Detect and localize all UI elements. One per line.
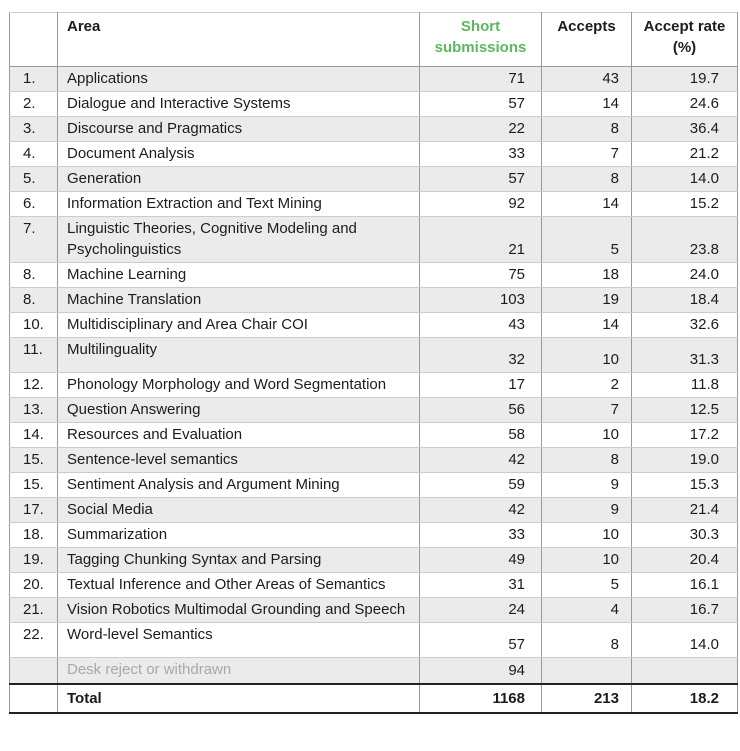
rank-cell: 8. xyxy=(10,288,58,313)
accept-rate-cell: 20.4 xyxy=(632,548,738,573)
accepts-cell: 5 xyxy=(542,573,632,598)
accept-rate-cell: 16.7 xyxy=(632,598,738,623)
short-submissions-cell: 94 xyxy=(420,658,542,685)
accepts-cell: 18 xyxy=(542,263,632,288)
rank-cell xyxy=(10,684,58,713)
area-cell: Total xyxy=(58,684,420,713)
table-body xyxy=(10,67,738,714)
short-submissions-cell: 75 xyxy=(420,263,542,288)
accepts-cell: 19 xyxy=(542,288,632,313)
rank-cell: 14. xyxy=(10,423,58,448)
accept-rate-cell: 31.3 xyxy=(632,338,738,373)
short-submissions-cell: 1168 xyxy=(420,684,542,713)
table-row xyxy=(10,423,738,448)
accept-rate-cell: 21.2 xyxy=(632,142,738,167)
submissions-table-container xyxy=(9,12,737,714)
accepts-cell: 9 xyxy=(542,498,632,523)
accept-rate-cell: 23.8 xyxy=(632,217,738,263)
table-row xyxy=(10,373,738,398)
short-submissions-cell: 24 xyxy=(420,598,542,623)
table-row xyxy=(10,548,738,573)
accepts-cell: 14 xyxy=(542,192,632,217)
table-row xyxy=(10,338,738,373)
area-cell: Phonology Morphology and Word Segmentation xyxy=(58,373,420,398)
rank-cell: 4. xyxy=(10,142,58,167)
table-row xyxy=(10,263,738,288)
area-cell: Document Analysis xyxy=(58,142,420,167)
table-row xyxy=(10,573,738,598)
table-row xyxy=(10,67,738,92)
area-cell: Vision Robotics Multimodal Grounding and Speech xyxy=(58,598,420,623)
rank-cell: 13. xyxy=(10,398,58,423)
area-cell: Machine Learning xyxy=(58,263,420,288)
table-row xyxy=(10,398,738,423)
rank-cell: 15. xyxy=(10,448,58,473)
short-submissions-cell: 32 xyxy=(420,338,542,373)
area-cell: Textual Inference and Other Areas of Semantics xyxy=(58,573,420,598)
short-submissions-cell: 71 xyxy=(420,67,542,92)
table-row xyxy=(10,117,738,142)
rank-cell: 19. xyxy=(10,548,58,573)
accepts-cell: 2 xyxy=(542,373,632,398)
col-header-short-submissions: Short submissions xyxy=(420,13,542,67)
area-cell: Social Media xyxy=(58,498,420,523)
table-row xyxy=(10,142,738,167)
accepts-cell xyxy=(542,658,632,685)
rank-cell: 1. xyxy=(10,67,58,92)
accepts-cell: 14 xyxy=(542,92,632,117)
rank-cell: 21. xyxy=(10,598,58,623)
area-cell: Sentence-level semantics xyxy=(58,448,420,473)
table-row xyxy=(10,192,738,217)
rank-cell: 8. xyxy=(10,263,58,288)
table-row xyxy=(10,623,738,658)
accepts-cell: 4 xyxy=(542,598,632,623)
table-row xyxy=(10,598,738,623)
accepts-cell: 10 xyxy=(542,548,632,573)
accepts-cell: 7 xyxy=(542,142,632,167)
area-cell: Applications xyxy=(58,67,420,92)
accept-rate-cell: 16.1 xyxy=(632,573,738,598)
area-cell: Sentiment Analysis and Argument Mining xyxy=(58,473,420,498)
accepts-cell: 8 xyxy=(542,117,632,142)
accept-rate-cell: 24.0 xyxy=(632,263,738,288)
short-submissions-cell: 22 xyxy=(420,117,542,142)
accept-rate-cell: 14.0 xyxy=(632,623,738,658)
rank-cell: 6. xyxy=(10,192,58,217)
accept-rate-cell: 19.7 xyxy=(632,67,738,92)
accepts-cell: 10 xyxy=(542,523,632,548)
rank-cell: 5. xyxy=(10,167,58,192)
table-row xyxy=(10,217,738,263)
total-row xyxy=(10,684,738,713)
accepts-cell: 43 xyxy=(542,67,632,92)
table-header xyxy=(10,13,738,67)
area-cell: Linguistic Theories, Cognitive Modeling and Psycholinguistics xyxy=(58,217,420,263)
area-cell: Dialogue and Interactive Systems xyxy=(58,92,420,117)
header-row xyxy=(10,13,738,67)
short-submissions-cell: 103 xyxy=(420,288,542,313)
area-cell: Summarization xyxy=(58,523,420,548)
table-row xyxy=(10,473,738,498)
rank-cell: 12. xyxy=(10,373,58,398)
col-header-rank xyxy=(10,13,58,67)
rank-cell: 2. xyxy=(10,92,58,117)
rank-cell: 3. xyxy=(10,117,58,142)
short-submissions-cell: 42 xyxy=(420,448,542,473)
accepts-cell: 9 xyxy=(542,473,632,498)
area-cell: Multidisciplinary and Area Chair COI xyxy=(58,313,420,338)
table-row xyxy=(10,498,738,523)
short-submissions-cell: 33 xyxy=(420,142,542,167)
short-submissions-cell: 57 xyxy=(420,92,542,117)
table-row xyxy=(10,448,738,473)
accept-rate-cell: 24.6 xyxy=(632,92,738,117)
rank-cell xyxy=(10,658,58,685)
accepts-cell: 10 xyxy=(542,338,632,373)
accepts-cell: 213 xyxy=(542,684,632,713)
rank-cell: 15. xyxy=(10,473,58,498)
short-submissions-cell: 33 xyxy=(420,523,542,548)
accepts-cell: 7 xyxy=(542,398,632,423)
short-submissions-cell: 17 xyxy=(420,373,542,398)
rank-cell: 18. xyxy=(10,523,58,548)
accept-rate-cell: 11.8 xyxy=(632,373,738,398)
short-submissions-cell: 92 xyxy=(420,192,542,217)
rank-cell: 17. xyxy=(10,498,58,523)
accept-rate-cell: 21.4 xyxy=(632,498,738,523)
accept-rate-cell: 15.3 xyxy=(632,473,738,498)
rank-cell: 20. xyxy=(10,573,58,598)
rank-cell: 11. xyxy=(10,338,58,373)
accepts-cell: 5 xyxy=(542,217,632,263)
area-cell: Multilinguality xyxy=(58,338,420,373)
col-header-accepts: Accepts xyxy=(542,13,632,67)
table-row xyxy=(10,313,738,338)
table-row xyxy=(10,92,738,117)
accepts-cell: 8 xyxy=(542,448,632,473)
short-submissions-cell: 57 xyxy=(420,623,542,658)
submissions-table xyxy=(9,12,738,714)
table-row xyxy=(10,167,738,192)
accept-rate-cell: 36.4 xyxy=(632,117,738,142)
area-cell: Discourse and Pragmatics xyxy=(58,117,420,142)
table-row xyxy=(10,288,738,313)
area-cell: Desk reject or withdrawn xyxy=(58,658,420,685)
table-row xyxy=(10,523,738,548)
accept-rate-cell xyxy=(632,658,738,685)
area-cell: Resources and Evaluation xyxy=(58,423,420,448)
rank-cell: 7. xyxy=(10,217,58,263)
table-row xyxy=(10,658,738,685)
area-cell: Word-level Semantics xyxy=(58,623,420,658)
accept-rate-cell: 18.2 xyxy=(632,684,738,713)
accepts-cell: 14 xyxy=(542,313,632,338)
accepts-cell: 8 xyxy=(542,167,632,192)
short-submissions-cell: 21 xyxy=(420,217,542,263)
short-submissions-cell: 56 xyxy=(420,398,542,423)
short-submissions-cell: 58 xyxy=(420,423,542,448)
rank-cell: 22. xyxy=(10,623,58,658)
accept-rate-cell: 18.4 xyxy=(632,288,738,313)
short-submissions-cell: 43 xyxy=(420,313,542,338)
accept-rate-cell: 12.5 xyxy=(632,398,738,423)
accept-rate-cell: 15.2 xyxy=(632,192,738,217)
area-cell: Information Extraction and Text Mining xyxy=(58,192,420,217)
col-header-accept-rate: Accept rate (%) xyxy=(632,13,738,67)
accepts-cell: 10 xyxy=(542,423,632,448)
accept-rate-cell: 19.0 xyxy=(632,448,738,473)
rank-cell: 10. xyxy=(10,313,58,338)
accepts-cell: 8 xyxy=(542,623,632,658)
accept-rate-cell: 30.3 xyxy=(632,523,738,548)
area-cell: Question Answering xyxy=(58,398,420,423)
short-submissions-cell: 59 xyxy=(420,473,542,498)
short-submissions-cell: 31 xyxy=(420,573,542,598)
accept-rate-cell: 32.6 xyxy=(632,313,738,338)
col-header-area: Area xyxy=(58,13,420,67)
short-submissions-cell: 57 xyxy=(420,167,542,192)
area-cell: Generation xyxy=(58,167,420,192)
area-cell: Machine Translation xyxy=(58,288,420,313)
accept-rate-cell: 17.2 xyxy=(632,423,738,448)
short-submissions-cell: 49 xyxy=(420,548,542,573)
area-cell: Tagging Chunking Syntax and Parsing xyxy=(58,548,420,573)
accept-rate-cell: 14.0 xyxy=(632,167,738,192)
short-submissions-cell: 42 xyxy=(420,498,542,523)
